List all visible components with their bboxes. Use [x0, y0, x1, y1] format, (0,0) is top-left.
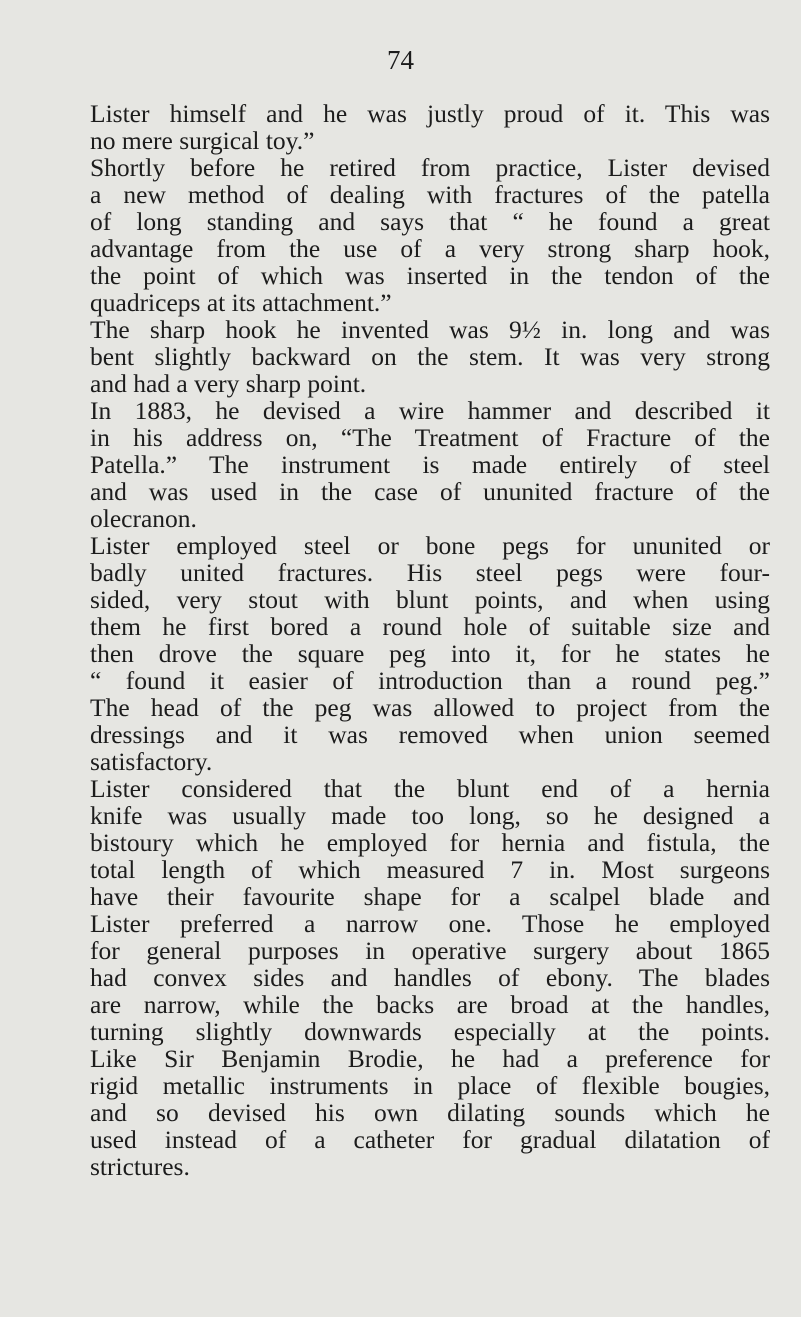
text-line: are narrow, while the backs are broad at the handles, [90, 990, 770, 1019]
paragraph-1 [90, 100, 770, 154]
text-line: the point of which was inserted in the tendon of the [90, 261, 770, 290]
text-line: and so devised his own dilating sounds which he [90, 1098, 770, 1127]
text-line: a new method of dealing with fractures of the patella [90, 180, 770, 209]
text-line: Lister preferred a narrow one. Those he employed [90, 909, 770, 938]
text-line: satisfactory. [90, 747, 213, 776]
text-line: knife was usually made too long, so he designed a [90, 801, 770, 830]
text-body [90, 100, 770, 1180]
text-line: Lister employed steel or bone pegs for ununited or [90, 531, 770, 560]
text-line: have their favourite shape for a scalpel blade and [90, 882, 770, 911]
text-line: no mere surgical toy.” [90, 126, 315, 155]
text-line: olecranon. [90, 504, 197, 533]
text-line: Patella.” The instrument is made entirely of steel [90, 450, 770, 479]
text-line: total length of which measured 7 in. Most surgeons [90, 855, 770, 884]
text-line: bent slightly backward on the stem. It was very strong [90, 342, 770, 371]
page-number: 74 [387, 45, 414, 75]
text-line: Lister himself and he was justly proud of it. This was [90, 99, 770, 128]
text-line: them he first bored a round hole of suitable size and [90, 612, 770, 641]
text-line: In 1883, he devised a wire hammer and described it [90, 396, 770, 425]
text-line: and had a very sharp point. [90, 369, 367, 398]
text-line: The sharp hook he invented was 9½ in. long and was [90, 315, 770, 344]
text-line: quadriceps at its attachment.” [90, 288, 392, 317]
text-line: and was used in the case of ununited fracture of the [90, 477, 770, 506]
text-line: Shortly before he retired from practice, Lister devised [90, 153, 770, 182]
text-line: badly united fractures. His steel pegs were four- [90, 558, 770, 587]
text-line: then drove the square peg into it, for he states he [90, 639, 770, 668]
text-line: had convex sides and handles of ebony. The blades [90, 963, 770, 992]
text-line: in his address on, “The Treatment of Fracture of the [90, 423, 770, 452]
text-line: used instead of a catheter for gradual dilatation of [90, 1125, 770, 1154]
text-line: strictures. [90, 1152, 190, 1181]
text-line: Lister considered that the blunt end of a hernia [90, 774, 770, 803]
paragraph-4 [90, 397, 770, 532]
text-line: Like Sir Benjamin Brodie, he had a preference for [90, 1044, 770, 1073]
paragraph-5 [90, 532, 770, 775]
text-line: rigid metallic instruments in place of flexible bougies, [90, 1071, 770, 1100]
paragraph-2 [90, 154, 770, 316]
paragraph-3 [90, 316, 770, 397]
text-line: turning slightly downwards especially at the points. [90, 1017, 770, 1046]
text-line: bistoury which he employed for hernia and fistula, the [90, 828, 770, 857]
text-line: advantage from the use of a very strong sharp hook, [90, 234, 770, 263]
text-line: dressings and it was removed when union seemed [90, 720, 770, 749]
text-line: for general purposes in operative surgery about 1865 [90, 936, 770, 965]
text-line: “ found it easier of introduction than a round peg.” [90, 666, 770, 695]
paragraph-6 [90, 775, 770, 1180]
text-line: The head of the peg was allowed to project from the [90, 693, 770, 722]
text-line: of long standing and says that “ he found a great [90, 207, 770, 236]
text-line: sided, very stout with blunt points, and when using [90, 585, 770, 614]
